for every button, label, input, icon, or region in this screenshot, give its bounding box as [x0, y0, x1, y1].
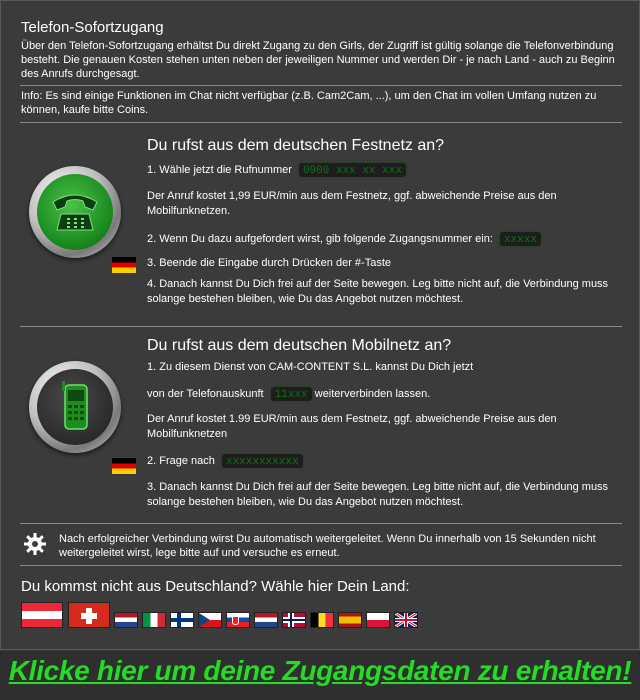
flag-italy[interactable] [142, 612, 166, 628]
divider [20, 122, 622, 123]
flag-united-kingdom[interactable] [394, 612, 418, 628]
cta-label[interactable]: Klicke hier um deine Zugangsdaten zu erhalten! [8, 655, 632, 686]
landline-step-4: 4. Danach kannst Du Dich frei auf der Seite bewegen. Leg bitte nicht auf, die Verbindung muss solange bestehen bleiben, wie Du das Angebot nutzen möchtest. [147, 278, 609, 305]
page-title: Telefon-Sofortzugang [21, 19, 164, 36]
flag-netherlands[interactable] [254, 612, 278, 628]
flag-austria[interactable] [21, 602, 63, 628]
divider [20, 523, 622, 524]
divider [20, 85, 622, 86]
directory-number-redacted[interactable]: 11xxx [271, 387, 312, 401]
flag-czech-republic[interactable] [198, 612, 222, 628]
flag-poland[interactable] [366, 612, 390, 628]
flag-netherlands[interactable] [114, 612, 138, 628]
mobile-step-3: 3. Danach kannst Du Dich frei auf der Seite bewegen. Leg bitte nicht auf, die Verbindung muss solange bestehen bleiben, wie Du das Angebot nutzen möchtest. [147, 481, 609, 508]
flag-norway[interactable] [282, 612, 306, 628]
germany-flag-icon [112, 458, 136, 474]
get-access-data-link[interactable] [0, 651, 640, 700]
ask-for-value-redacted: xxxxxxxxxxx [222, 454, 303, 468]
flag-spain[interactable] [338, 612, 362, 628]
divider [20, 565, 622, 566]
divider [20, 326, 622, 327]
mobile-cost: Der Anruf kostet 1.99 EUR/min aus dem Festnetz, ggf. abweichende Preise aus den Mobilfunknetzen [147, 413, 557, 440]
flag-belgium[interactable] [310, 612, 334, 628]
landline-cost: Der Anruf kostet 1,99 EUR/min aus dem Festnetz, ggf. abweichende Preise aus den Mobilfunknetzen. [147, 190, 557, 217]
flag-finland[interactable] [170, 612, 194, 628]
redirect-notice: Nach erfolgreicher Verbindung wirst Du automatisch weitergeleitet. Wenn Du innerhalb von 15 Sekunden nicht weitergeleitet wirst, lege bitte auf und versuche es erneut. [59, 533, 596, 559]
mobile-step-2: 2. Frage nach xxxxxxxxxxx [147, 454, 617, 469]
landline-step-1: 1. Wähle jetzt die Rufnummer 0900 xxx xx xxx [147, 163, 617, 178]
flag-switzerland[interactable] [68, 602, 110, 628]
country-question: Du kommst nicht aus Deutschland? Wähle hier Dein Land: [21, 578, 410, 595]
phone-number-redacted[interactable]: 0900 xxx xx xxx [299, 163, 406, 177]
intro-text: Über den Telefon-Sofortzugang erhältst Du direkt Zugang zu den Girls, der Zugriff ist gültig solange die Telefonverbindung besteht. Die genauen Kosten stehen unten neben der jeweiligen Nummer und werden Dir - je nach Land - auch zu Beginn des Anrufs durchgesagt. [21, 40, 615, 80]
landline-title: Du rufst aus dem deutschen Festnetz an? [147, 137, 445, 154]
access-code-redacted: xxxxx [500, 232, 541, 246]
info-text: Info: Es sind einige Funktionen im Chat nicht verfügbar (z.B. Cam2Cam, ...), um den Chat im vollen Umfang nutzen zu können, kaufe bitte Coins. [21, 90, 597, 116]
flag-slovakia[interactable] [226, 612, 250, 628]
landline-step-2: 2. Wenn Du dazu aufgefordert wirst, gib folgende Zugangsnummer ein: xxxxx [147, 232, 617, 247]
landline-step-3: 3. Beende die Eingabe durch Drücken der #-Taste [147, 257, 391, 269]
germany-flag-icon [112, 257, 136, 273]
mobile-phone-icon [29, 361, 121, 453]
phone-icon [29, 166, 121, 258]
mobile-title: Du rufst aus dem deutschen Mobilnetz an? [147, 337, 452, 354]
mobile-step-1: 1. Zu diesem Dienst von CAM-CONTENT S.L. kannst Du Dich jetzt [147, 361, 474, 373]
gear-icon [23, 532, 47, 556]
mobile-step-1b: von der Telefonauskunft 11xxx weiterverbinden lassen. [147, 388, 431, 402]
